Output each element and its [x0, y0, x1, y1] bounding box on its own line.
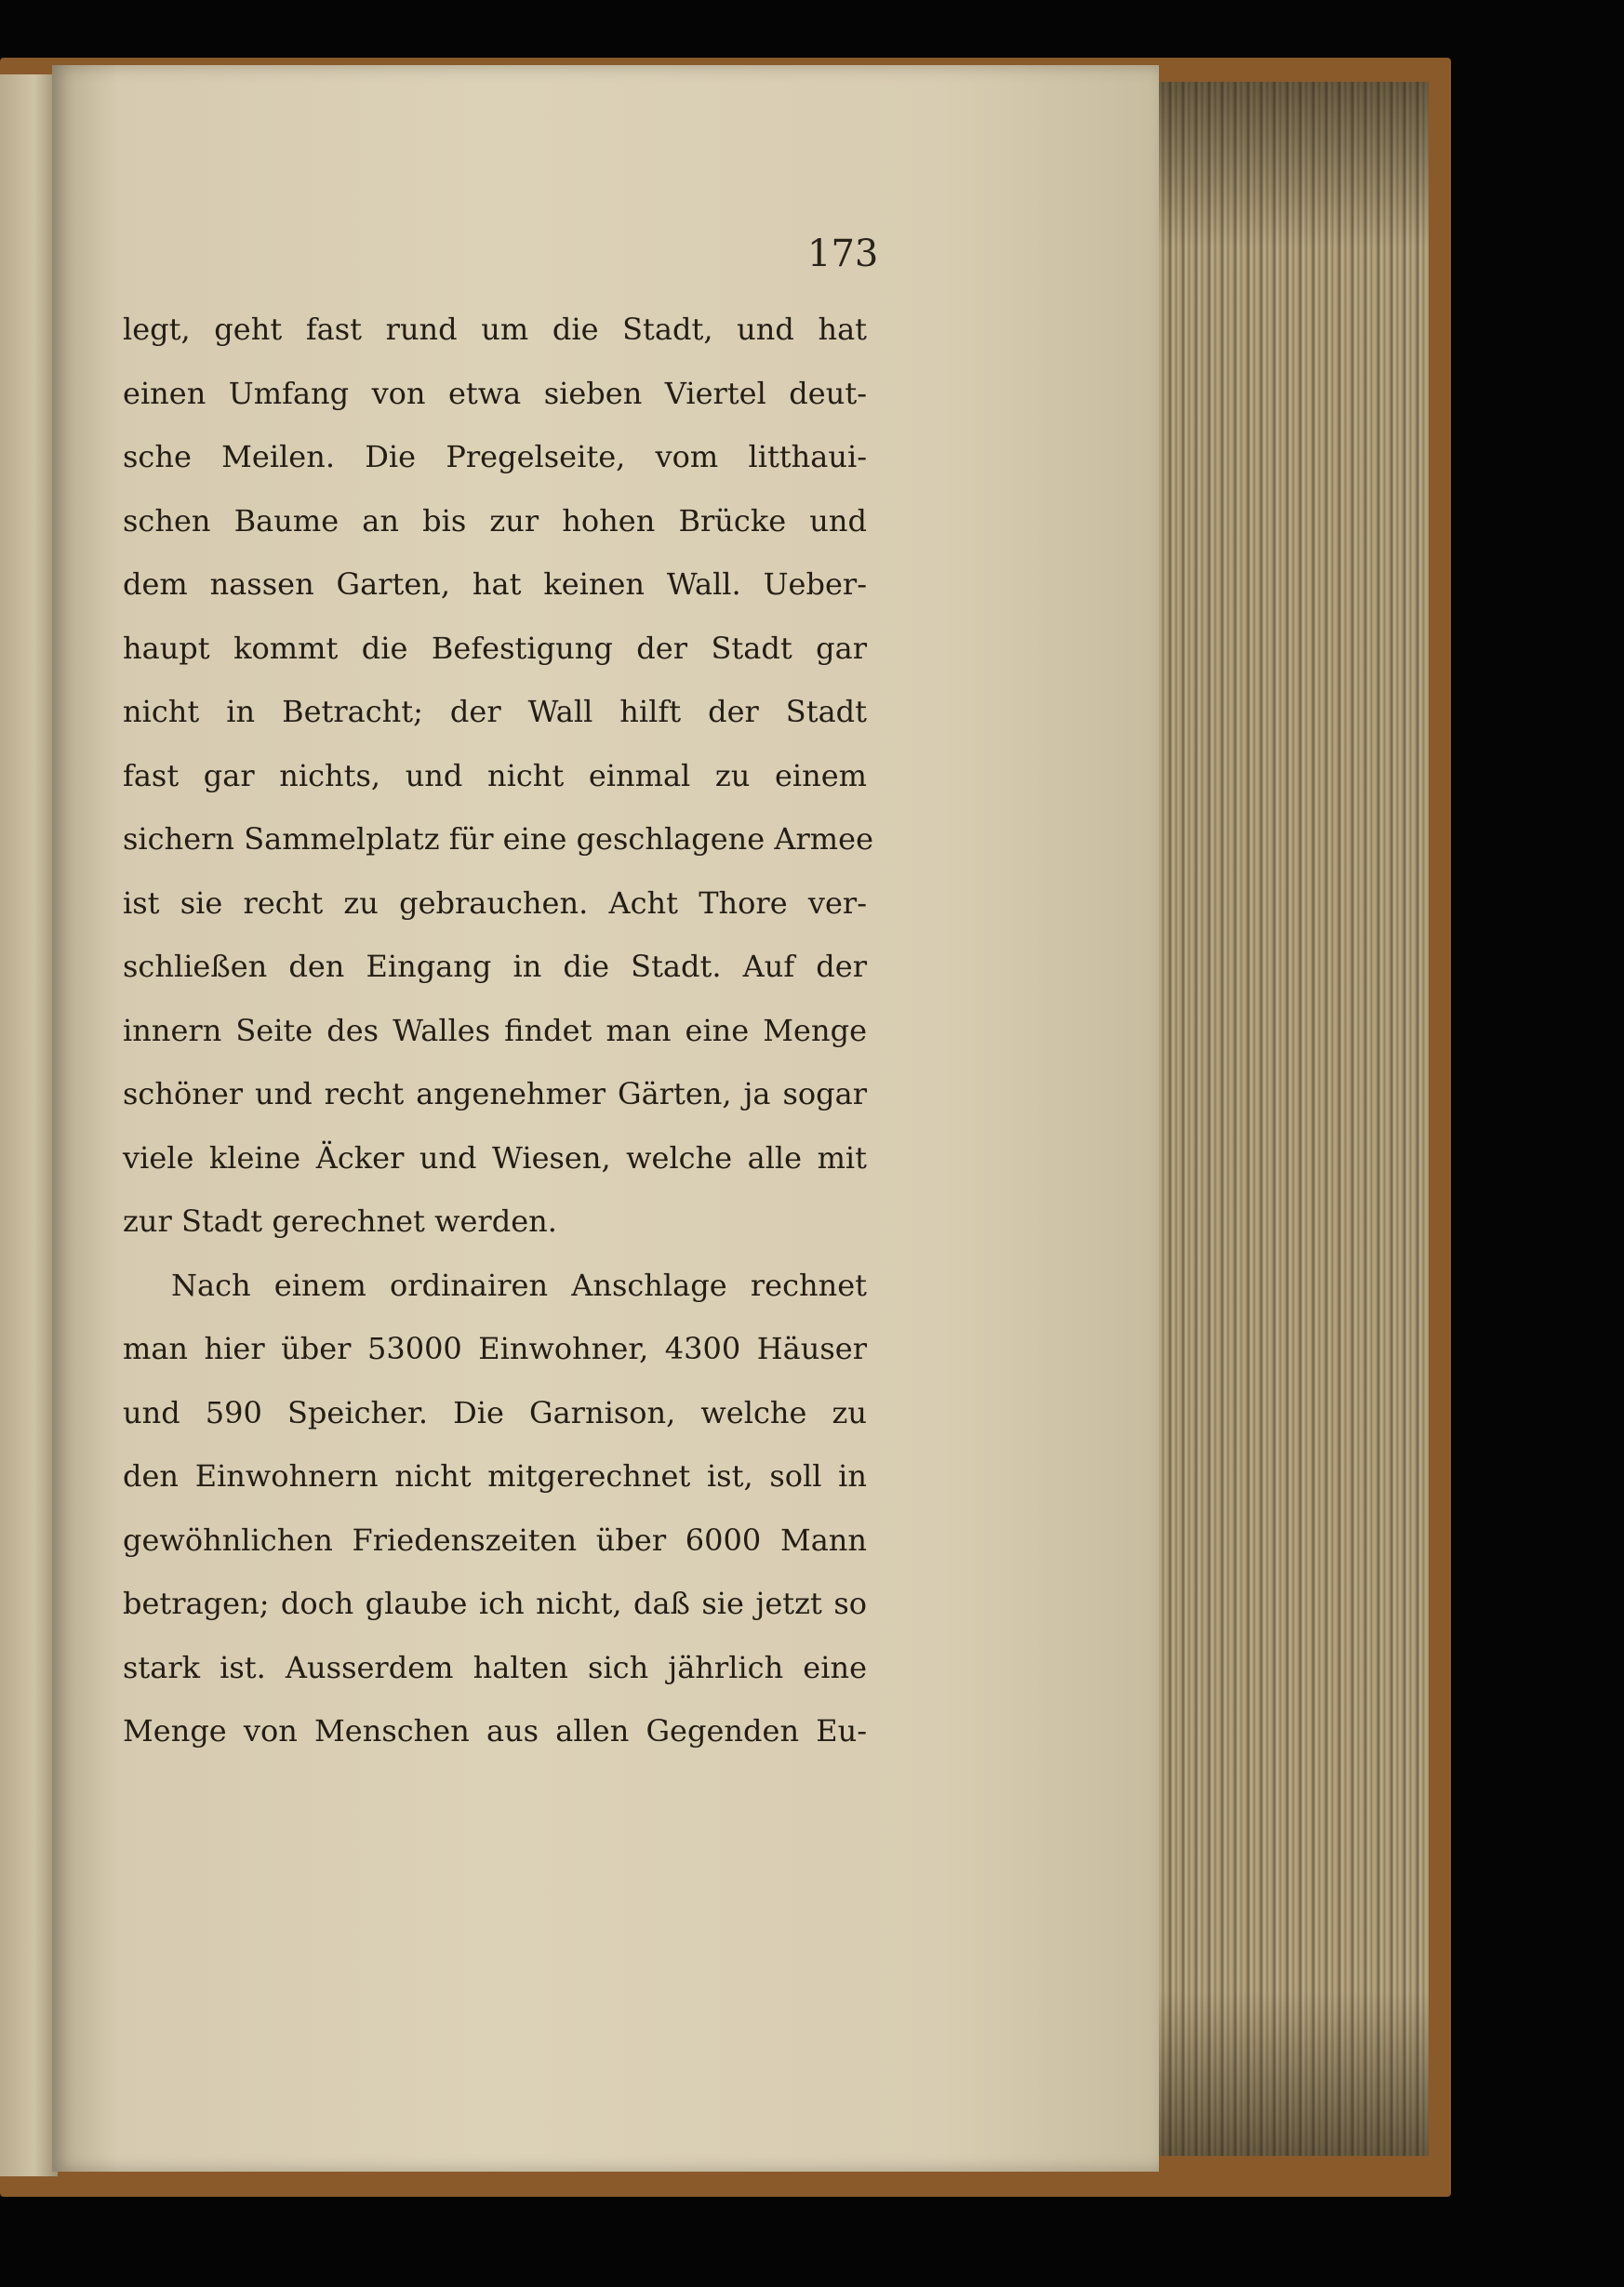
text-line: schen Baume an bis zur hohen Brücke und	[123, 502, 867, 539]
text-line: den Einwohnern nicht mitgerechnet ist, soll in	[123, 1458, 867, 1494]
text-line: ist sie recht zu gebrauchen. Acht Thore ver-	[123, 884, 867, 921]
text-line: schließen den Eingang in die Stadt. Auf der	[123, 949, 867, 984]
text-line: legt, geht fast rund um die Stadt, und hat	[123, 312, 867, 347]
text-line: viele kleine Äcker und Wiesen, welche alle mit	[123, 1139, 867, 1176]
text-line-paragraph-end: zur Stadt gerechnet werden.	[123, 1203, 557, 1239]
text-line: nicht in Betracht; der Wall hilft der Stadt	[123, 694, 867, 729]
page-text	[123, 298, 874, 1763]
text-line: Menge von Menschen aus allen Gegenden Eu-	[123, 1713, 867, 1748]
left-page-edge	[0, 74, 58, 2176]
text-line: fast gar nichts, und nicht einmal zu einem	[123, 757, 867, 793]
text-line: stark ist. Ausserdem halten sich jährlich eine	[123, 1649, 867, 1685]
text-line: gewöhnlichen Friedenszeiten über 6000 Mann	[123, 1522, 867, 1558]
text-line: man hier über 53000 Einwohner, 4300 Häuser	[123, 1331, 867, 1366]
text-line: dem nassen Garten, hat keinen Wall. Ueber-	[123, 566, 867, 602]
page-number: 173	[807, 233, 879, 275]
text-line: haupt kommt die Befestigung der Stadt gar	[123, 630, 867, 666]
text-line: und 590 Speicher. Die Garnison, welche zu	[123, 1394, 867, 1430]
text-line: sichern Sammelplatz für eine geschlagene Armee	[123, 821, 874, 857]
text-line-paragraph-start: Nach einem ordinairen Anschlage rechnet	[171, 1267, 867, 1303]
text-line: sche Meilen. Die Pregelseite, vom litthaui-	[123, 439, 867, 474]
text-line: schöner und recht angenehmer Gärten, ja sogar	[123, 1076, 867, 1111]
text-line: betragen; doch glaube ich nicht, daß sie jetzt so	[123, 1586, 867, 1621]
text-line: einen Umfang von etwa sieben Viertel deut-	[123, 375, 867, 411]
page-block-shadow	[1150, 82, 1429, 2156]
text-line: innern Seite des Walles findet man eine Menge	[123, 1012, 867, 1048]
